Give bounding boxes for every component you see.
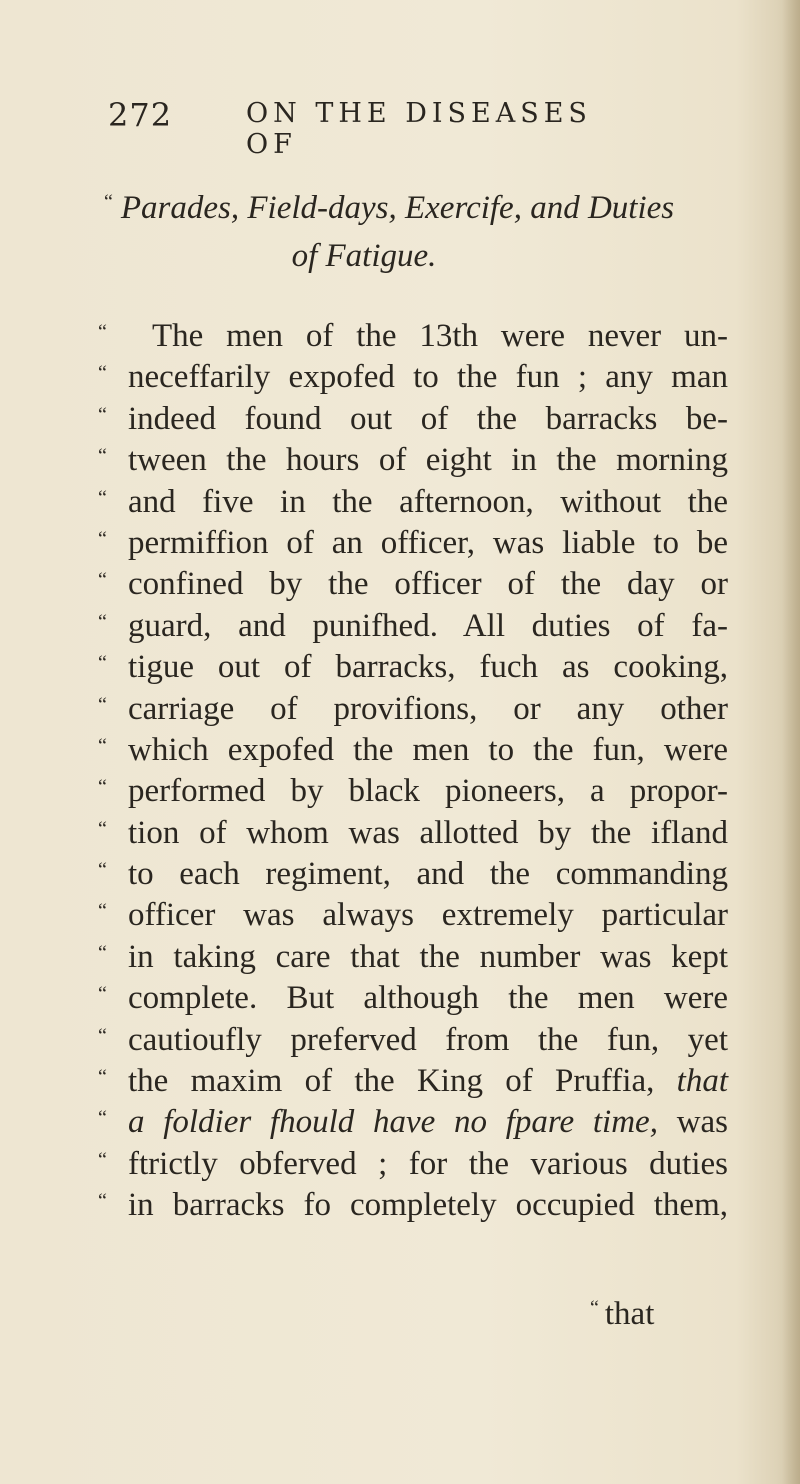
body-text — [98, 316, 728, 1227]
line-text: tween the hours of eight in the morning — [128, 442, 728, 479]
line-text: ftrictly obferved ; for the various duties — [128, 1145, 728, 1182]
line-text: indeed found out of the barracks be- — [128, 400, 728, 437]
quote-mark: “ — [98, 486, 107, 509]
line-text: officer was always extremely particular — [128, 897, 728, 934]
section-heading — [104, 186, 675, 278]
text-line — [98, 316, 728, 357]
quote-mark: “ — [98, 362, 107, 385]
quote-mark: “ — [98, 1066, 107, 1089]
quote-mark: “ — [98, 900, 107, 923]
catchword-text: that — [604, 1296, 655, 1332]
quote-mark: “ — [98, 941, 107, 964]
page-header — [108, 96, 628, 160]
running-title: ON THE DISEASES OF — [246, 98, 592, 160]
quote-mark: “ — [98, 693, 107, 716]
text-line — [98, 1185, 728, 1226]
line-text: tion of whom was allotted by the ifland — [128, 814, 728, 851]
text-line — [98, 1144, 728, 1185]
quote-mark: “ — [98, 527, 107, 550]
line-text: guard, and punifhed. All duties of fa- — [128, 607, 728, 644]
quote-mark: “ — [98, 859, 107, 882]
line-text: neceffarily expofed to the fun ; any man — [128, 359, 728, 396]
text-line — [98, 895, 728, 936]
text-line — [98, 813, 728, 854]
heading-open-quote: “ — [104, 191, 113, 213]
quote-mark: “ — [98, 403, 107, 426]
line-text: in taking care that the number was kept — [128, 938, 728, 975]
catchword — [590, 1296, 654, 1333]
text-line — [98, 854, 728, 895]
quote-mark: “ — [98, 776, 107, 799]
quote-mark: “ — [98, 1148, 107, 1171]
text-line — [98, 606, 728, 647]
text-line — [98, 399, 728, 440]
page-edge-shadow — [782, 0, 800, 1484]
line-text: permiffion of an officer, was liable to be — [128, 524, 728, 561]
line-text: performed by black pioneers, a propor- — [128, 773, 728, 810]
text-line — [98, 357, 728, 398]
line-text-italic: a foldier fhould have no fpare time, — [128, 1104, 658, 1141]
line-text-mixed — [128, 1061, 728, 1102]
quote-mark: “ — [98, 569, 107, 592]
quote-mark: “ — [98, 610, 107, 633]
quote-mark: “ — [590, 1297, 599, 1319]
heading-text-1: Parades, Field-days, Exercife, and Duties — [120, 190, 675, 226]
line-text: cautioufly preferved from the fun, yet — [128, 1021, 728, 1058]
text-line — [98, 523, 728, 564]
quote-mark: “ — [98, 1024, 107, 1047]
line-text: and five in the afternoon, without the — [128, 483, 728, 520]
line-text-italic: that — [676, 1063, 729, 1100]
text-line — [98, 440, 728, 481]
line-text: which expofed the men to the fun, were — [128, 731, 728, 768]
line-text-roman: was — [676, 1104, 729, 1141]
text-line — [98, 1061, 728, 1102]
text-line — [98, 978, 728, 1019]
text-line — [98, 1020, 728, 1061]
line-text: in barracks fo completely occupied them, — [128, 1187, 728, 1224]
text-line — [98, 647, 728, 688]
line-text: confined by the officer of the day or — [128, 566, 728, 603]
text-line — [98, 1102, 728, 1143]
line-text: carriage of provifions, or any other — [128, 690, 728, 727]
quote-mark: “ — [98, 445, 107, 468]
text-line — [98, 482, 728, 523]
quote-mark: “ — [98, 1190, 107, 1213]
quote-mark: “ — [98, 1107, 107, 1130]
line-text: tigue out of barracks, fuch as cooking, — [128, 649, 728, 686]
text-line — [98, 937, 728, 978]
quote-mark: “ — [98, 734, 107, 757]
quote-mark: “ — [98, 321, 107, 343]
text-line — [98, 730, 728, 771]
quote-mark: “ — [98, 652, 107, 675]
line-text-roman: the maxim of the King of Pruffia, — [128, 1063, 655, 1100]
text-line — [98, 689, 728, 730]
section-heading-line-1 — [104, 186, 675, 234]
line-text-mixed — [128, 1102, 728, 1143]
quote-mark: “ — [98, 817, 107, 840]
page-number: 272 — [108, 96, 173, 134]
text-line — [98, 771, 728, 812]
section-heading-line-2: of Fatigue. — [291, 238, 437, 274]
line-text: The men of the 13th were never un- — [152, 318, 728, 354]
text-line — [98, 564, 728, 605]
line-text: complete. But although the men were — [128, 980, 728, 1017]
line-text: to each regiment, and the commanding — [128, 856, 728, 893]
quote-mark: “ — [98, 983, 107, 1006]
